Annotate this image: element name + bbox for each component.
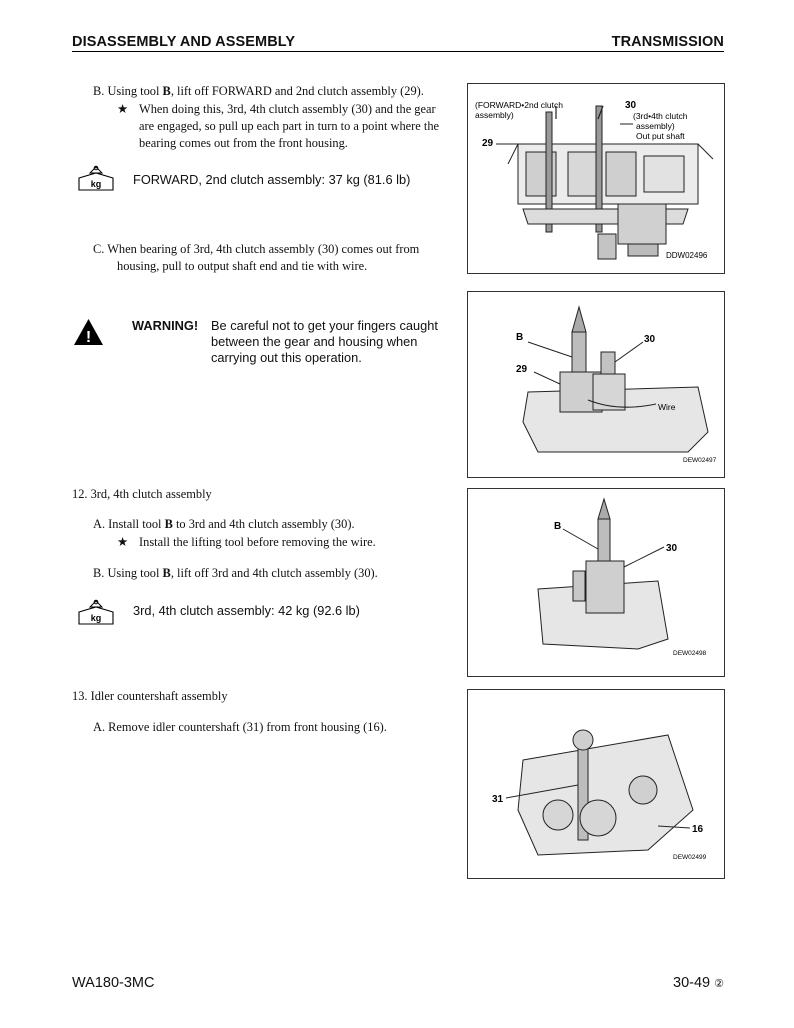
step12-b-prefix: B. Using tool bbox=[93, 566, 163, 580]
weight-icon bbox=[76, 599, 116, 626]
tool-b: B bbox=[164, 517, 173, 531]
weight-icon-label: kg bbox=[90, 613, 102, 623]
fig2-label-30: 30 bbox=[644, 334, 656, 345]
figure-wire-tie bbox=[467, 291, 725, 478]
fig3-label-30: 30 bbox=[666, 543, 678, 554]
figure-forward-clutch-drawing bbox=[468, 84, 724, 273]
note-line: are engaged, so pull up each part in turn to a point where the bbox=[139, 119, 440, 133]
section-title: DISASSEMBLY AND ASSEMBLY bbox=[72, 34, 296, 50]
footer-page bbox=[673, 975, 724, 991]
note-line: When doing this, 3rd, 4th clutch assembly (30) and the gear bbox=[139, 102, 436, 116]
fig1-label: (FORWARD•2nd clutch bbox=[475, 100, 563, 110]
fig4-label-16: 16 bbox=[692, 824, 704, 835]
figure-forward-clutch bbox=[467, 83, 725, 274]
figure-3rd4th-lift bbox=[467, 488, 725, 677]
footer-model: WA180-3MC bbox=[72, 975, 155, 991]
step12-a-note bbox=[117, 534, 376, 551]
weight-icon bbox=[76, 165, 116, 192]
step12-a-rest: to 3rd and 4th clutch assembly (30). bbox=[172, 517, 355, 531]
warning-icon-mark: ! bbox=[85, 329, 92, 346]
fig2-label-b: B bbox=[516, 332, 524, 343]
warning-line: carrying out this operation. bbox=[211, 350, 362, 365]
step12-a bbox=[93, 516, 355, 533]
fig3-code: DEW02498 bbox=[673, 650, 707, 657]
header-rule bbox=[72, 51, 724, 52]
figure-wire-tie-drawing bbox=[468, 292, 724, 477]
fig4-label-31: 31 bbox=[492, 794, 504, 805]
tool-b: B bbox=[162, 84, 171, 98]
step-c-line: housing, pull to output shaft end and tie with wire. bbox=[117, 259, 368, 273]
weight-icon-label: kg bbox=[90, 179, 102, 189]
weight-3rd4th: 3rd, 4th clutch assembly: 42 kg (92.6 lb) bbox=[133, 603, 360, 618]
figure-idler-countershaft bbox=[467, 689, 725, 879]
step12-a-prefix: A. Install tool bbox=[93, 517, 165, 531]
step-b-prefix: B. Using tool bbox=[93, 84, 163, 98]
warning-icon bbox=[73, 318, 104, 346]
fig2-code: DEW02497 bbox=[683, 457, 717, 464]
figure-idler-countershaft-drawing bbox=[468, 690, 724, 878]
warning-line: Be careful not to get your fingers caught bbox=[211, 318, 438, 333]
fig4-code: DEW02499 bbox=[673, 854, 707, 861]
warning-line: between the gear and housing when bbox=[211, 334, 418, 349]
star-icon: ★ bbox=[117, 102, 129, 116]
step12-b bbox=[93, 565, 378, 582]
step-b-rest: , lift off FORWARD and 2nd clutch assembly (29). bbox=[170, 84, 424, 98]
step13-title: 13. Idler countershaft assembly bbox=[72, 689, 228, 703]
fig1-label: assembly) bbox=[475, 110, 514, 120]
fig1-label: (3rd•4th clutch bbox=[633, 111, 688, 121]
tool-b: B bbox=[162, 566, 171, 580]
note-line: Install the lifting tool before removing the wire. bbox=[139, 535, 376, 549]
revision-mark: ② bbox=[714, 978, 724, 990]
step12-b-rest: , lift off 3rd and 4th clutch assembly (30). bbox=[170, 566, 378, 580]
fig3-label-b: B bbox=[554, 521, 562, 532]
note-line: bearing comes out from the front housing. bbox=[139, 136, 348, 150]
step-b-note bbox=[117, 101, 436, 118]
step-b-forward bbox=[93, 83, 424, 100]
fig1-label: assembly) bbox=[636, 121, 675, 131]
fig1-label-30: 30 bbox=[625, 100, 637, 111]
step-c-line: C. When bearing of 3rd, 4th clutch assembly (30) comes out from bbox=[93, 242, 420, 256]
weight-forward: FORWARD, 2nd clutch assembly: 37 kg (81.6 lb) bbox=[133, 172, 411, 187]
fig1-label: Out put shaft bbox=[636, 131, 685, 141]
star-icon: ★ bbox=[117, 535, 129, 549]
fig1-label-29: 29 bbox=[482, 138, 494, 149]
page-number: 30-49 bbox=[673, 975, 711, 991]
step13-a: A. Remove idler countershaft (31) from front housing (16). bbox=[93, 720, 387, 734]
warning-label: WARNING! bbox=[132, 318, 199, 333]
chapter-title: TRANSMISSION bbox=[611, 34, 724, 50]
figure-3rd4th-lift-drawing bbox=[468, 489, 724, 676]
fig2-label-29: 29 bbox=[516, 364, 528, 375]
fig1-code: DDW02496 bbox=[666, 251, 708, 260]
step12-title: 12. 3rd, 4th clutch assembly bbox=[72, 487, 212, 501]
fig2-label-wire: Wire bbox=[658, 402, 676, 412]
